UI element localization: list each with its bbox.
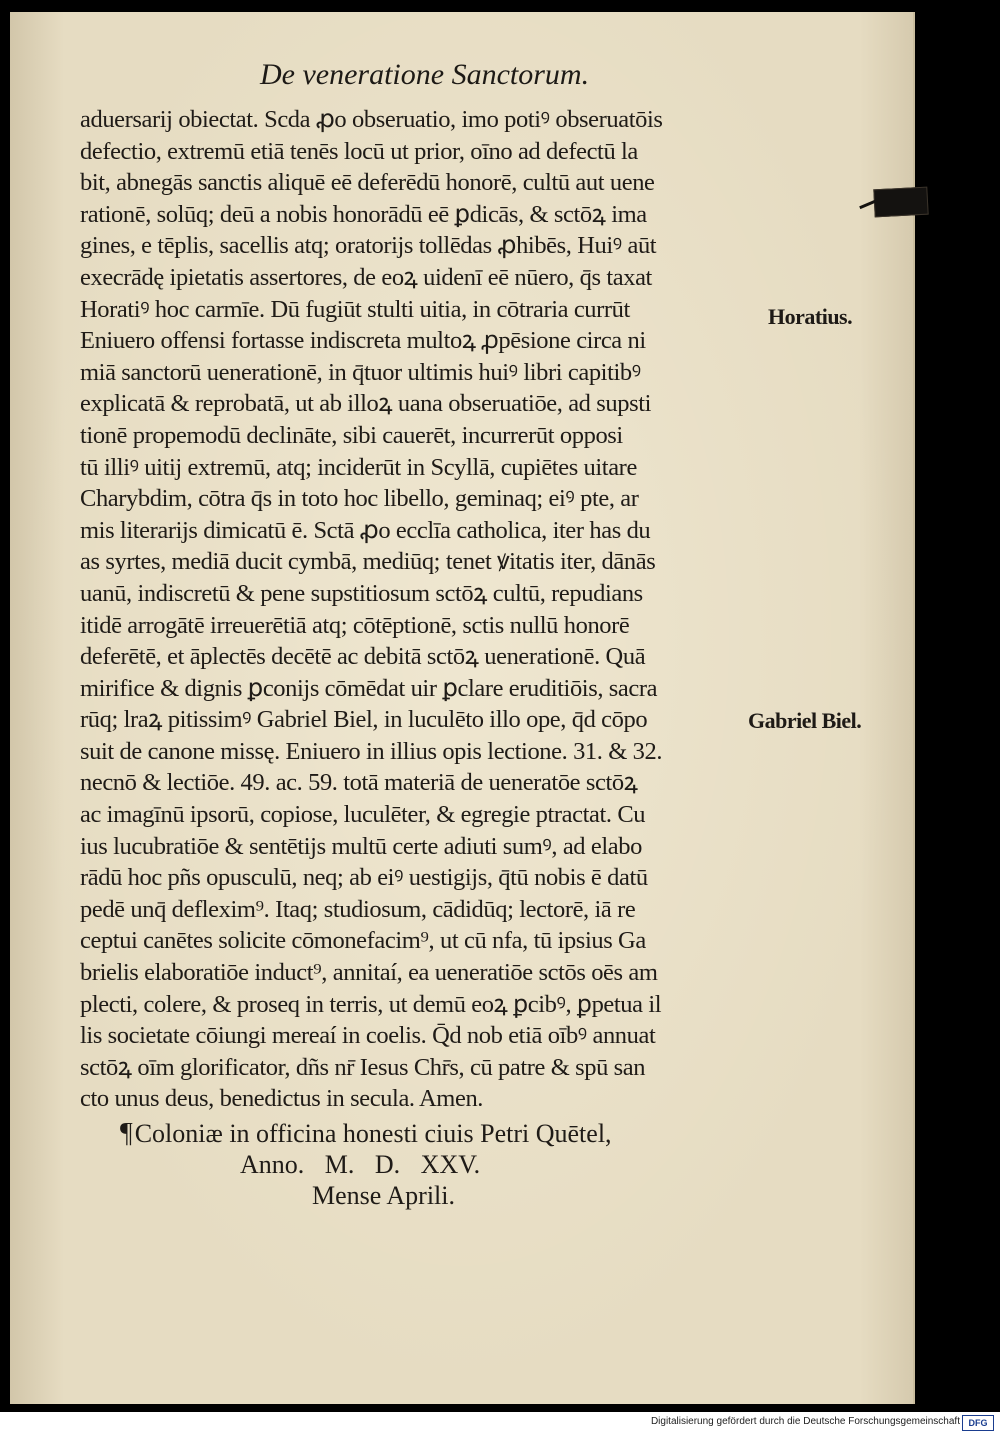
text-line: pedē unq̄ deflexim⁹. Itaq; studiosum, cādidūq; lectorē, iā re (80, 895, 636, 923)
text-line: Charybdim, cōtra q̄s in toto hoc libello, geminaq; eiꝰ pte, ar (80, 485, 639, 513)
text-line: ac imagīnū ipsorū, copiose, luculēter, & egregie ptractat. Cu (80, 801, 646, 829)
book-page (10, 12, 915, 1404)
page-tab-marker (873, 187, 928, 218)
text-line: necnō & lectiōe. 49. ac. 59. totā materiā de ueneratōe sctōꝝ (80, 769, 638, 797)
text-line: plecti, colere, & proseq in terris, ut demū eoꝝ ꝑcibꝰ, ꝑpetua il (80, 990, 662, 1018)
marginal-note-horatius: Horatius. (768, 304, 853, 329)
text-line: gines, e tēplis, sacellis atq; oratorijs tollēdas ꝓhibēs, Huiꝰ aūt (80, 232, 657, 260)
colophon (10, 1118, 913, 1211)
text-line: miā sanctorū uenerationē, in q̄tuor ultimis huiꝰ libri capitibꝰ (80, 358, 641, 386)
text-line: explicatā & reprobatā, ut ab illoꝝ uana obseruatiōe, ad supsti (80, 390, 652, 418)
colophon-line-month: Mense Aprili. (312, 1181, 455, 1210)
text-line: mis literarijs dimicatū ē. Sctā ꝓo ecclīa catholica, iter has du (80, 516, 651, 544)
text-line: aduersarij obiectat. Scda ꝓo obseruatio, imo potiꝰ obseruatōis (80, 106, 663, 133)
dfg-logo-icon: DFG (962, 1415, 994, 1431)
text-line: Horatiꝰ hoc carmīe. Dū fugiūt stulti uitia, in cōtraria currūt (80, 295, 630, 323)
text-line: bit, abnegās sanctis aliquē eē deferēdū honorē, cultū aut uene (80, 169, 655, 197)
text-line: suit de canone missę. Eniuero in illius opis lectione. 31. & 32. (80, 737, 663, 765)
text-line: brielis elaboratiōe induct⁹, annitaí, ea ueneratiōe sctōs oēs am (80, 959, 658, 987)
text-line: cto unus deus, benedictus in secula. Amen. (80, 1085, 484, 1113)
colophon-imprint-text: Coloniæ in officina honesti ciuis Petri Quētel, (134, 1119, 612, 1148)
text-line: rādū hoc pñs opusculū, neq; ab eiꝰ uestigijs, q̄tū nobis ē datū (80, 864, 648, 892)
text-line: ceptui canētes solicite cōmonefacim⁹, ut cū nfa, tū ipsius Ga (80, 927, 646, 955)
text-line: lis societate cōiungi mereaí in coelis. Q̄d nob etiā oībꝰ annuat (80, 1022, 656, 1050)
text-line: rūq; lraꝝ pitissimꝰ Gabriel Biel, in luculēto illo ope, q̄d cōpo (80, 706, 648, 734)
text-line: as syrtes, mediā ducit cymbā, mediūq; tenet ꝟitatis iter, dānās (80, 548, 656, 576)
funding-credit: Digitalisierung gefördert durch die Deutsche Forschungsgemeinschaft (650, 1416, 960, 1427)
text-line: rationē, solūq; deū a nobis honorādū eē ꝑdicās, & sctōꝝ ima (80, 200, 647, 228)
text-line: defectio, extremū etiā tenēs locū ut prior, oīno ad defectū la (80, 137, 638, 165)
text-line: execrādę ipietatis assertores, de eoꝝ uidenī eē nūero, q̄s taxat (80, 263, 652, 291)
text-line: itidē arrogātē irreuerētiā atq; cōtēptionē, sctis nullū honorē (80, 611, 630, 639)
text-line: sctōꝝ oīm glorificator, dñs nr̄ Iesus Chr̄s, cū patre & spū san (80, 1053, 646, 1081)
text-line: tionē propemodū declināte, sibi cauerēt, incurrerūt opposi (80, 421, 623, 449)
body-text (80, 104, 780, 1115)
running-head: De veneratione Sanctorum. (260, 58, 590, 91)
text-line: tū illiꝰ uitij extremū, atq; inciderūt in Scyllā, cupiētes uitare (80, 453, 637, 481)
colophon-line-year: Anno. M. D. XXV. (240, 1150, 481, 1179)
pilcrow-icon: ¶ (120, 1118, 133, 1149)
footer-bar (0, 1412, 1000, 1434)
text-line: mirifice & dignis ꝑconijs cōmēdat uir ꝑclare eruditiōis, sacra (80, 674, 658, 702)
text-line: uanū, indiscretū & pene supstitiosum sctōꝝ cultū, repudians (80, 579, 643, 607)
text-line: Eniuero offensi fortasse indiscreta multoꝝ ꝓpēsione circa ni (80, 327, 646, 355)
colophon-line-imprint (120, 1118, 1000, 1149)
text-line: deferētē, et āplectēs decētē ac debitā sctōꝝ uenerationē. Quā (80, 643, 646, 671)
text-line: ius lucubratiōe & sentētijs multū certe adiuti sumꝰ, ad elabo (80, 832, 642, 860)
marginal-note-gabriel-biel: Gabriel Biel. (748, 708, 862, 733)
